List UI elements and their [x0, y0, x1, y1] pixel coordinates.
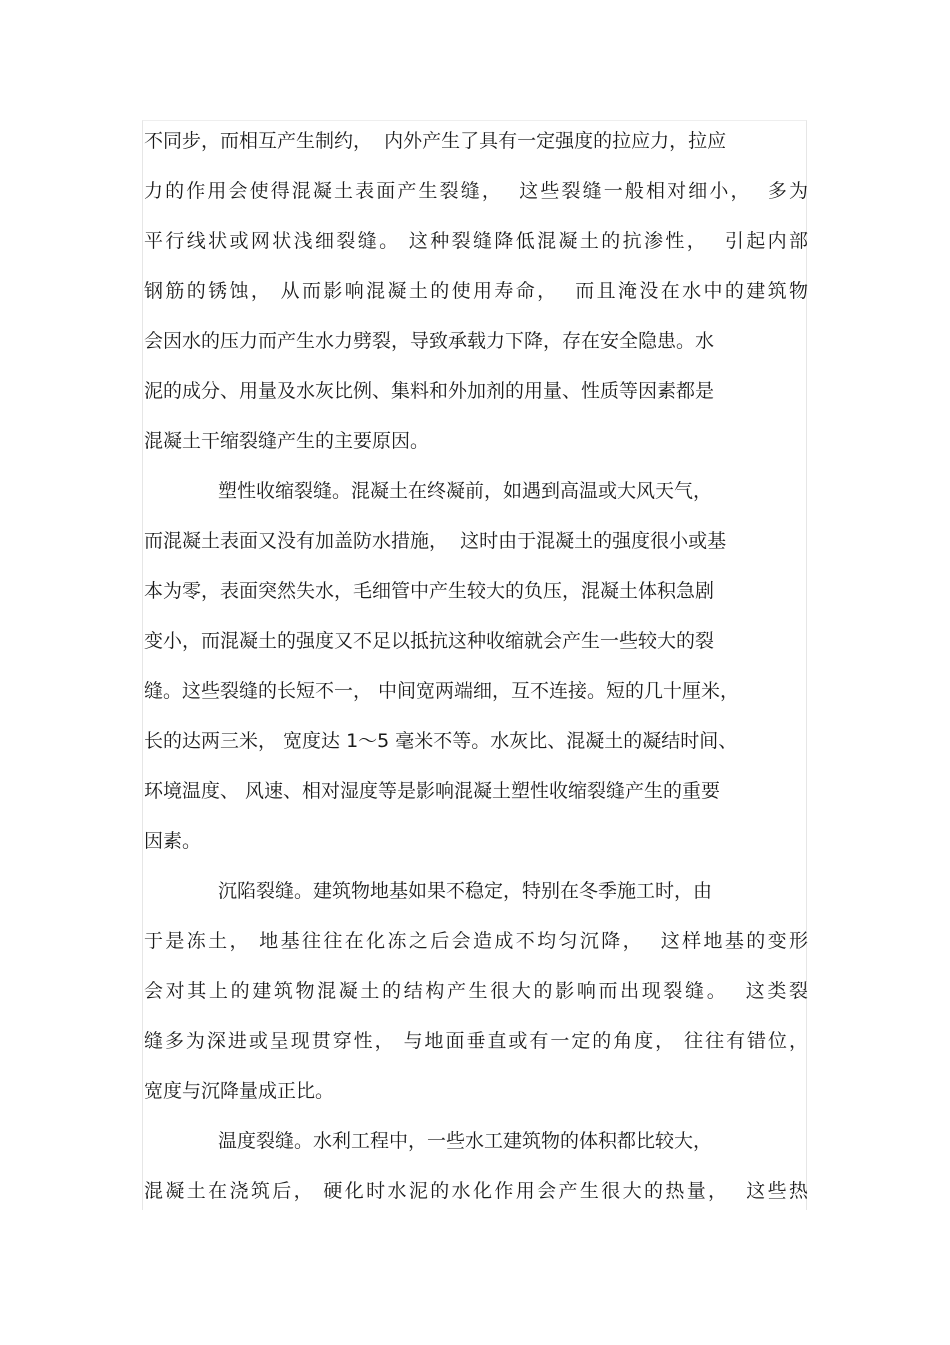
text-line-19: 缝多为深进或呈现贯穿性， 与地面垂直或有一定的角度， 往往有错位，	[144, 1030, 808, 1052]
text-line-16: 沉陷裂缝。建筑物地基如果不稳定，特别在冬季施工时，由	[218, 880, 713, 902]
text-line-9: 而混凝土表面又没有加盖防水措施， 这时由于混凝土的强度很小或基	[144, 530, 727, 552]
text-line-5: 会因水的压力而产生水力劈裂，导致承载力下降，存在安全隐患。水	[144, 330, 715, 352]
text-line-2: 力的作用会使得混凝土表面产生裂缝， 这些裂缝一般相对细小， 多为	[144, 180, 808, 202]
text-line-18: 会对其上的建筑物混凝土的结构产生很大的影响而出现裂缝。 这类裂	[144, 980, 808, 1002]
text-line-14: 环境温度、 风速、相对湿度等是影响混凝土塑性收缩裂缝产生的重要	[144, 780, 721, 802]
text-line-6: 泥的成分、用量及水灰比例、集料和外加剂的用量、性质等因素都是	[144, 380, 715, 402]
text-line-22: 混凝土在浇筑后， 硬化时水泥的水化作用会产生很大的热量， 这些热	[144, 1180, 808, 1202]
text-line-8: 塑性收缩裂缝。混凝土在终凝前，如遇到高温或大风天气，	[218, 480, 713, 502]
text-line-17: 于是冻土， 地基往往在化冻之后会造成不均匀沉降， 这样地基的变形	[144, 930, 808, 952]
text-line-11: 变小，而混凝土的强度又不足以抵抗这种收缩就会产生一些较大的裂	[144, 630, 715, 652]
text-line-20: 宽度与沉降量成正比。	[144, 1080, 335, 1102]
document-body	[144, 116, 808, 1216]
text-line-10: 本为零，表面突然失水，毛细管中产生较大的负压，混凝土体积急剧	[144, 580, 715, 602]
text-line-21: 温度裂缝。水利工程中，一些水工建筑物的体积都比较大，	[218, 1130, 713, 1152]
text-line-1: 不同步，而相互产生制约， 内外产生了具有一定强度的拉应力，拉应	[144, 130, 727, 152]
text-line-4: 钢筋的锈蚀， 从而影响混凝土的使用寿命， 而且淹没在水中的建筑物	[144, 280, 808, 302]
text-line-3: 平行线状或网状浅细裂缝。 这种裂缝降低混凝土的抗渗性， 引起内部	[144, 230, 808, 252]
text-line-7: 混凝土干缩裂缝产生的主要原因。	[144, 430, 430, 452]
text-line-13: 长的达两三米， 宽度达 1～5 毫米不等。水灰比、混凝土的凝结时间、	[144, 730, 738, 752]
text-line-12: 缝。这些裂缝的长短不一， 中间宽两端细，互不连接。短的几十厘米，	[144, 680, 740, 702]
text-line-15: 因素。	[144, 830, 202, 852]
